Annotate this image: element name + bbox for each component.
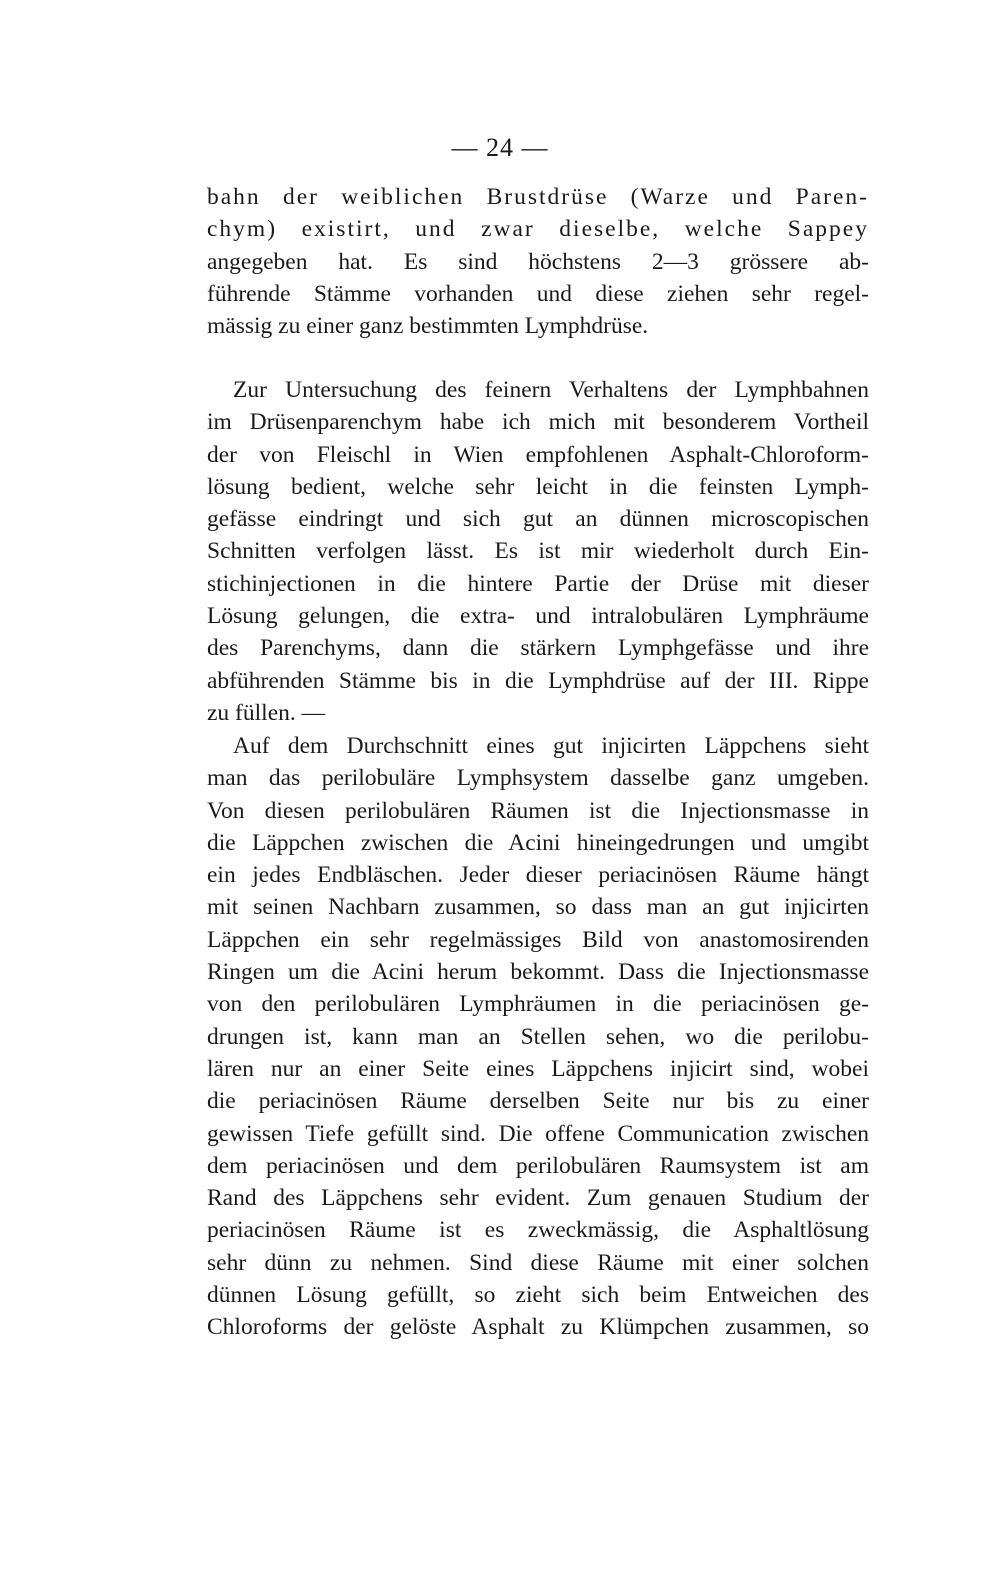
paragraph-section-view <box>207 730 869 1344</box>
text-line: mässig zu einer ganz bestimmten Lymphdrüse. <box>207 313 649 340</box>
text-line: zu füllen. — <box>207 699 326 726</box>
text-line: stichinjectionen in die hintere Partie der Drüse mit dieser <box>207 570 869 597</box>
text-line: führende Stämme vorhanden und diese ziehen sehr regel- <box>207 280 869 307</box>
text-line: Ringen um die Acini herum bekommt. Dass die Injectionsmasse <box>207 959 869 986</box>
text-line: Schnitten verfolgen lässt. Es ist mir wiederholt durch Ein- <box>207 538 869 565</box>
text-line: bahn der weiblichen Brustdrüse (Warze und Paren- <box>207 184 869 210</box>
text-line: angegeben hat. Es sind höchstens 2—3 grössere ab- <box>207 248 869 275</box>
text-line: ein jedes Endbläschen. Jeder dieser periacinösen Räume hängt <box>207 862 869 889</box>
text-line: im Drüsenparenchym habe ich mich mit besonderem Vortheil <box>207 409 869 436</box>
text-line: Chloroforms der gelöste Asphalt zu Klümpchen zusammen, so <box>207 1314 869 1341</box>
text-line: lösung bedient, welche sehr leicht in die feinsten Lymph- <box>207 473 869 500</box>
text-line: des Parenchyms, dann die stärkern Lymphgefässe und ihre <box>207 635 869 662</box>
text-line: dem periacinösen und dem perilobulären Raumsystem ist am <box>207 1152 869 1179</box>
text-line: die periacinösen Räume derselben Seite nur bis zu einer <box>207 1088 869 1115</box>
text-line: Lösung gelungen, die extra- und intralobulären Lymphräume <box>207 603 869 630</box>
text-line: der von Fleischl in Wien empfohlenen Asphalt-Chloroform- <box>207 441 869 468</box>
paragraph-continuation <box>207 181 869 342</box>
text-line: Läppchen ein sehr regelmässiges Bild von anastomosirenden <box>207 926 869 953</box>
text-line: chym) existirt, und zwar dieselbe, welche Sappey <box>207 216 869 243</box>
text-line: Auf dem Durchschnitt eines gut injicirten Läppchens sieht <box>233 733 869 759</box>
text-line: von den perilobulären Lymphräumen in die periacinösen ge- <box>207 991 869 1018</box>
paragraph-lymph-method <box>207 374 869 729</box>
text-line: Rand des Läppchens sehr evident. Zum genauen Studium der <box>207 1185 869 1212</box>
text-line: gefässe eindringt und sich gut an dünnen microscopischen <box>207 506 869 533</box>
text-line: Zur Untersuchung des feinern Verhaltens der Lymphbahnen <box>233 377 869 403</box>
text-line: drungen ist, kann man an Stellen sehen, wo die perilobu- <box>207 1023 869 1050</box>
page-number: — 24 — <box>451 133 549 162</box>
text-line: die Läppchen zwischen die Acini hineingedrungen und umgibt <box>207 829 869 856</box>
text-line: dünnen Lösung gefüllt, so zieht sich beim Entweichen des <box>207 1282 869 1309</box>
text-line: lären nur an einer Seite eines Läppchens injicirt sind, wobei <box>207 1055 869 1082</box>
text-line: mit seinen Nachbarn zusammen, so dass man an gut injicirten <box>207 894 869 921</box>
text-line: periacinösen Räume ist es zweckmässig, die Asphaltlösung <box>207 1217 869 1244</box>
text-line: abführenden Stämme bis in die Lymphdrüse auf der III. Rippe <box>207 667 869 694</box>
text-line: Von diesen perilobulären Räumen ist die Injectionsmasse in <box>207 797 869 824</box>
text-line: gewissen Tiefe gefüllt sind. Die offene Communication zwischen <box>207 1120 869 1147</box>
text-line: man das perilobuläre Lymphsystem dasselbe ganz umgeben. <box>207 765 869 792</box>
text-line: sehr dünn zu nehmen. Sind diese Räume mit einer solchen <box>207 1249 869 1276</box>
